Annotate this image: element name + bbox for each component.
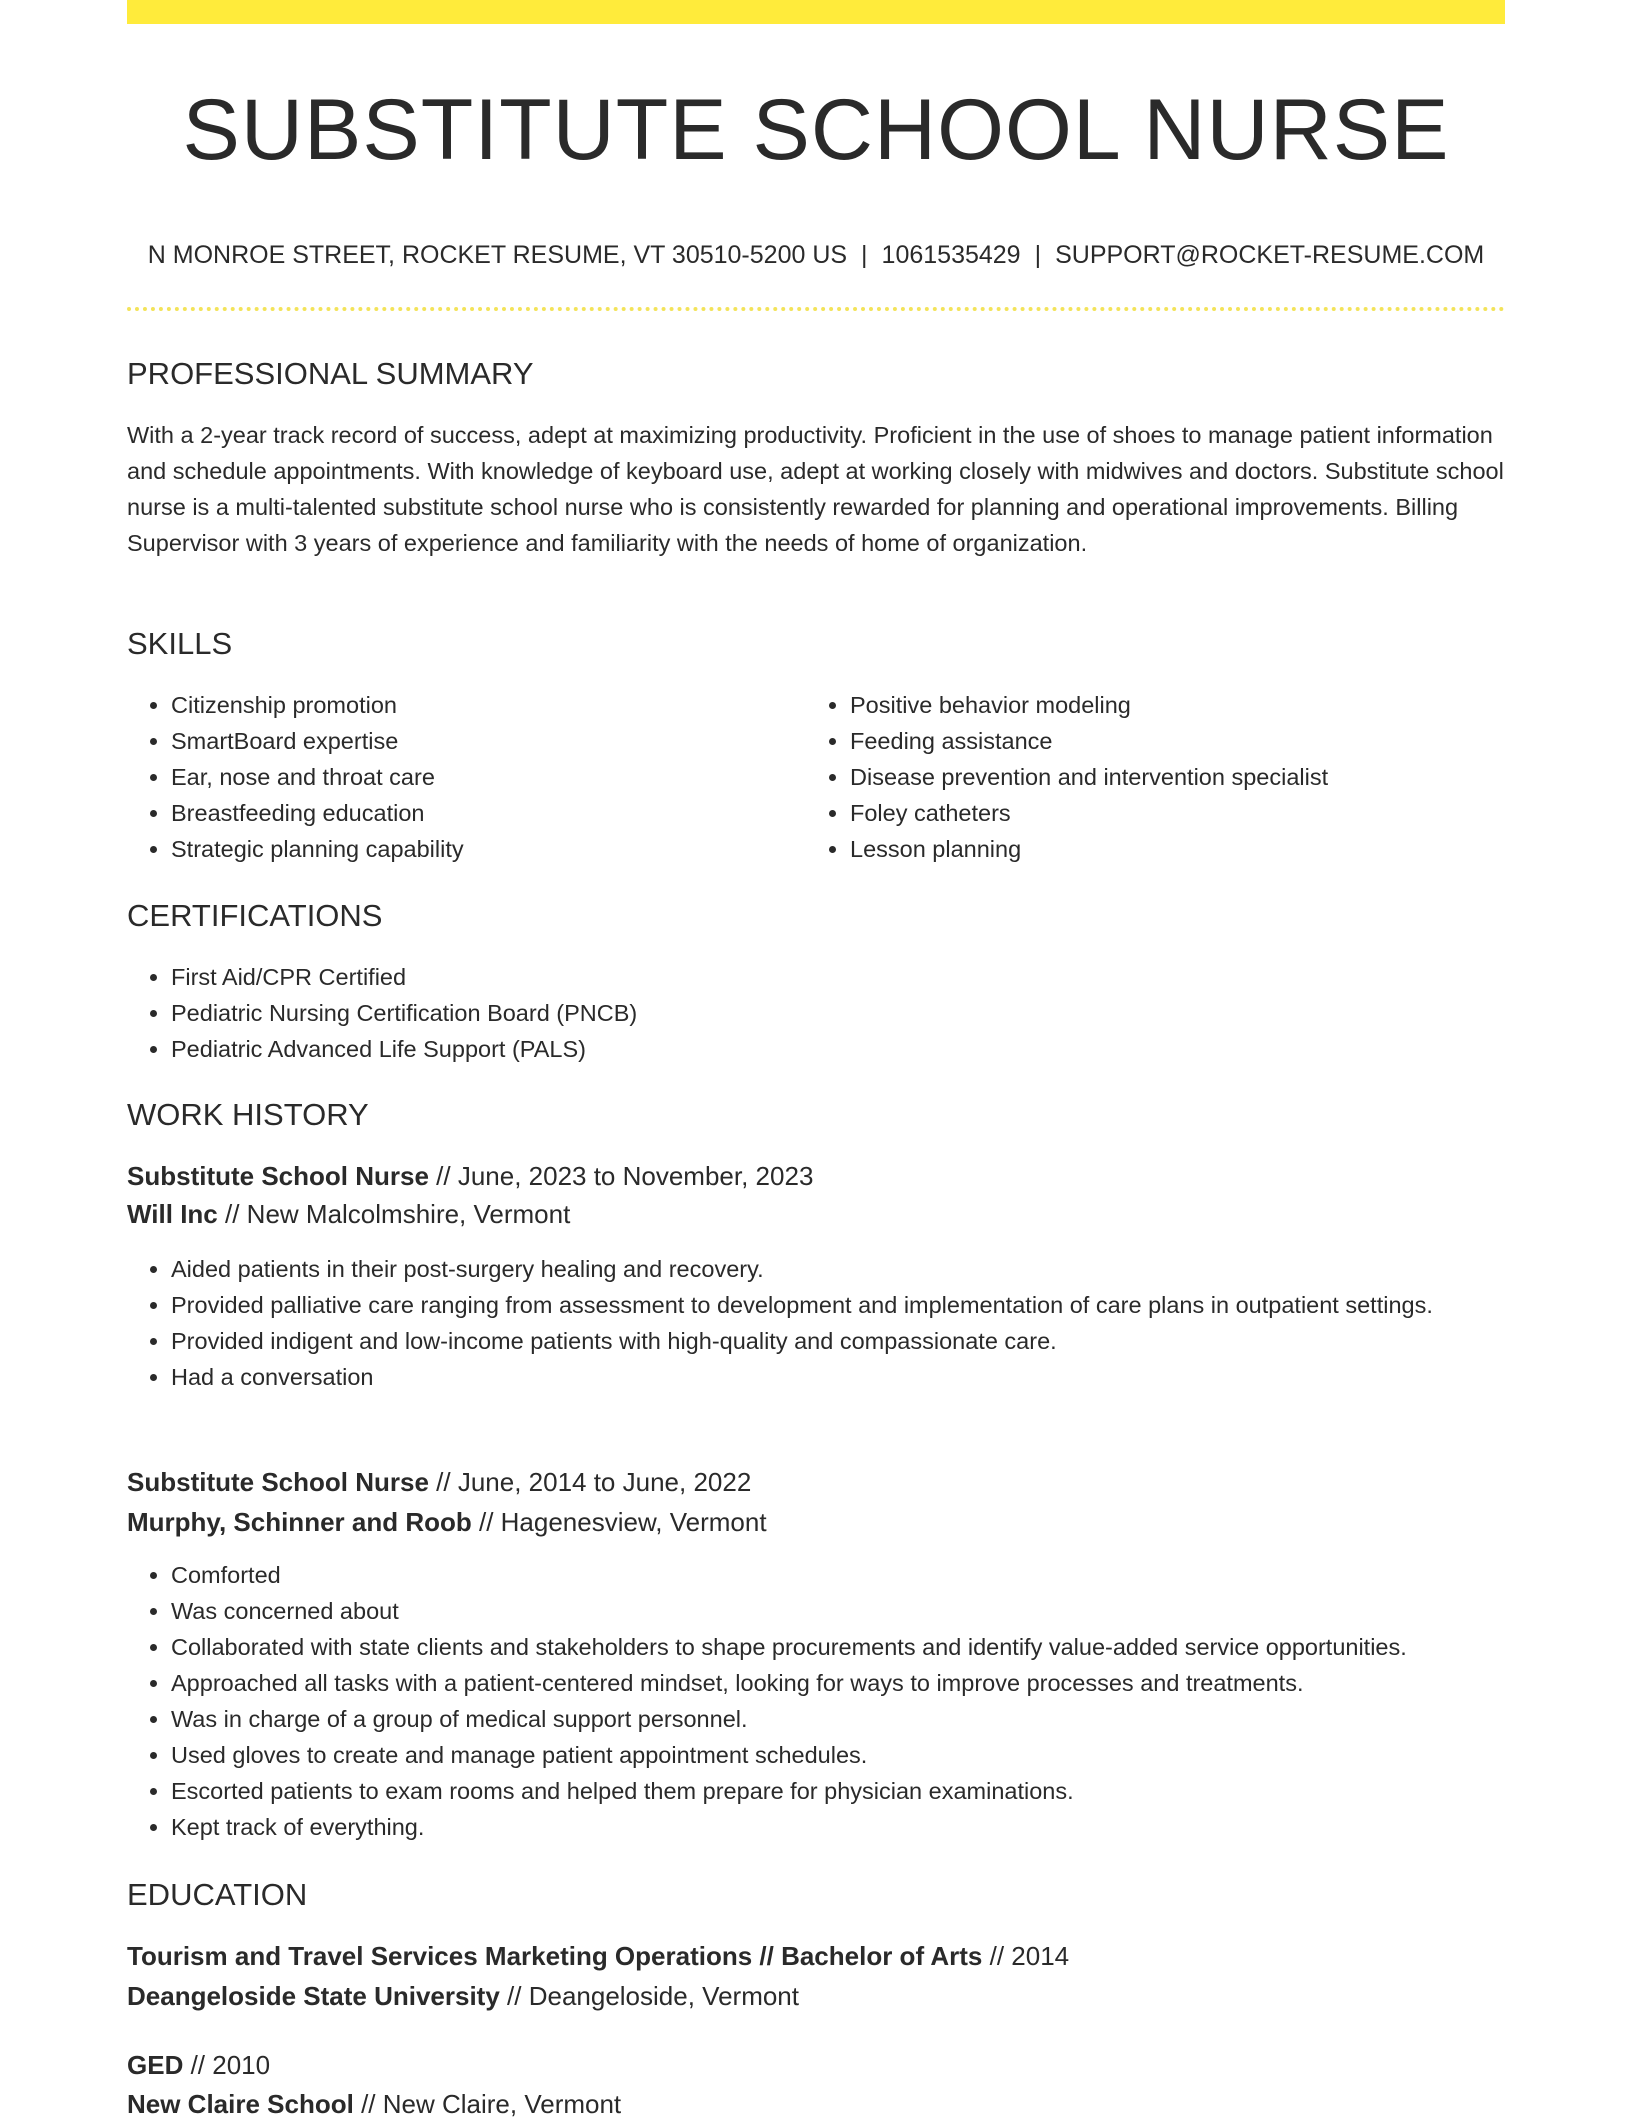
job-title-line [127, 1463, 751, 1501]
job-bullets [127, 1251, 1511, 1395]
education-heading: EDUCATION [127, 1877, 308, 1912]
certifications-heading: CERTIFICATIONS [127, 898, 383, 933]
list-item: • Used gloves to create and manage patient appointment schedules. [171, 1737, 1571, 1773]
list-item: • Positive behavior modeling [850, 687, 1540, 723]
job-company: Will Inc [127, 1199, 218, 1229]
list-item: • Provided palliative care ranging from assessment to development and implementation of care plans in outpatient settings. [171, 1287, 1511, 1323]
separator: | [861, 241, 868, 269]
list-item: • Had a conversation [171, 1359, 1511, 1395]
education-school: Deangeloside State University [127, 1981, 500, 2011]
education-school: New Claire School [127, 2089, 354, 2119]
certifications-list [127, 959, 1511, 1067]
education-location: // New Claire, Vermont [353, 2089, 622, 2119]
skills-list-right [806, 687, 1540, 867]
list-item: • Escorted patients to exam rooms and helped them prepare for physician examinations. [171, 1773, 1571, 1809]
education-degree: GED [127, 2050, 184, 2080]
list-item: • Approached all tasks with a patient-centered mindset, looking for ways to improve processes and treatments. [171, 1665, 1571, 1701]
list-item: • Foley catheters [850, 795, 1540, 831]
list-item: • Feeding assistance [850, 723, 1540, 759]
education-year: // 2014 [982, 1941, 1070, 1971]
list-item: • Was concerned about [171, 1593, 1571, 1629]
job-dates: // June, 2023 to November, 2023 [428, 1161, 814, 1191]
job-title: Substitute School Nurse [127, 1467, 429, 1497]
list-item: • Citizenship promotion [171, 687, 811, 723]
job-bullets [127, 1557, 1571, 1845]
list-item: • Breastfeeding education [171, 795, 811, 831]
job-company-line [127, 1195, 570, 1233]
email: SUPPORT@ROCKET-RESUME.COM [1055, 241, 1485, 269]
list-item: • SmartBoard expertise [171, 723, 811, 759]
list-item: • Provided indigent and low-income patients with high-quality and compassionate care. [171, 1323, 1511, 1359]
list-item: • Strategic planning capability [171, 831, 811, 867]
list-item: • Pediatric Nursing Certification Board (PNCB) [171, 995, 1511, 1031]
job-dates: // June, 2014 to June, 2022 [428, 1467, 752, 1497]
dotted-divider [127, 307, 1505, 311]
education-degree: Tourism and Travel Services Marketing Operations // Bachelor of Arts [127, 1941, 983, 1971]
list-item: • Disease prevention and intervention specialist [850, 759, 1540, 795]
summary-text: With a 2-year track record of success, adept at maximizing productivity. Proficient in the use of shoes to manage patient information and schedule appointments. With knowledge of keyboard use, adept at working closely with midwives and doctors. Substitute school nurse is a multi-talented substitute school nurse who is consistently rewarded for planning and operational improvements. Billing Supervisor with 3 years of experience and familiarity with the needs of home of organization. [127, 422, 1504, 556]
list-item: • Ear, nose and throat care [171, 759, 811, 795]
contact-line [127, 238, 1505, 272]
job-location: // Hagenesview, Vermont [471, 1507, 767, 1537]
education-degree-line [127, 2046, 270, 2084]
skills-heading: SKILLS [127, 626, 233, 661]
education-location: // Deangeloside, Vermont [499, 1981, 799, 2011]
job-company: Murphy, Schinner and Roob [127, 1507, 472, 1537]
list-item: • Lesson planning [850, 831, 1540, 867]
job-company-line [127, 1503, 767, 1541]
job-title: Substitute School Nurse [127, 1161, 429, 1191]
accent-bar [127, 0, 1505, 24]
address: N MONROE STREET, ROCKET RESUME, VT 30510-5200 US [147, 241, 848, 269]
summary-heading: PROFESSIONAL SUMMARY [127, 356, 534, 391]
list-item: • Collaborated with state clients and stakeholders to shape procurements and identify value-added service opportunities. [171, 1629, 1571, 1665]
page-title: SUBSTITUTE SCHOOL NURSE [182, 82, 1450, 178]
list-item: • Was in charge of a group of medical support personnel. [171, 1701, 1571, 1737]
list-item: • Comforted [171, 1557, 1571, 1593]
phone: 1061535429 [881, 241, 1021, 269]
education-school-line [127, 1977, 799, 2015]
job-location: // New Malcolmshire, Vermont [217, 1199, 571, 1229]
list-item: • First Aid/CPR Certified [171, 959, 1511, 995]
education-year: // 2010 [183, 2050, 271, 2080]
education-school-line [127, 2085, 621, 2123]
job-title-line [127, 1157, 813, 1195]
work-history-heading: WORK HISTORY [127, 1097, 369, 1132]
education-degree-line [127, 1937, 1069, 1975]
list-item: • Kept track of everything. [171, 1809, 1571, 1845]
list-item: • Aided patients in their post-surgery healing and recovery. [171, 1251, 1511, 1287]
separator: | [1034, 241, 1042, 269]
skills-list-left [127, 687, 811, 867]
list-item: • Pediatric Advanced Life Support (PALS) [171, 1031, 1511, 1067]
